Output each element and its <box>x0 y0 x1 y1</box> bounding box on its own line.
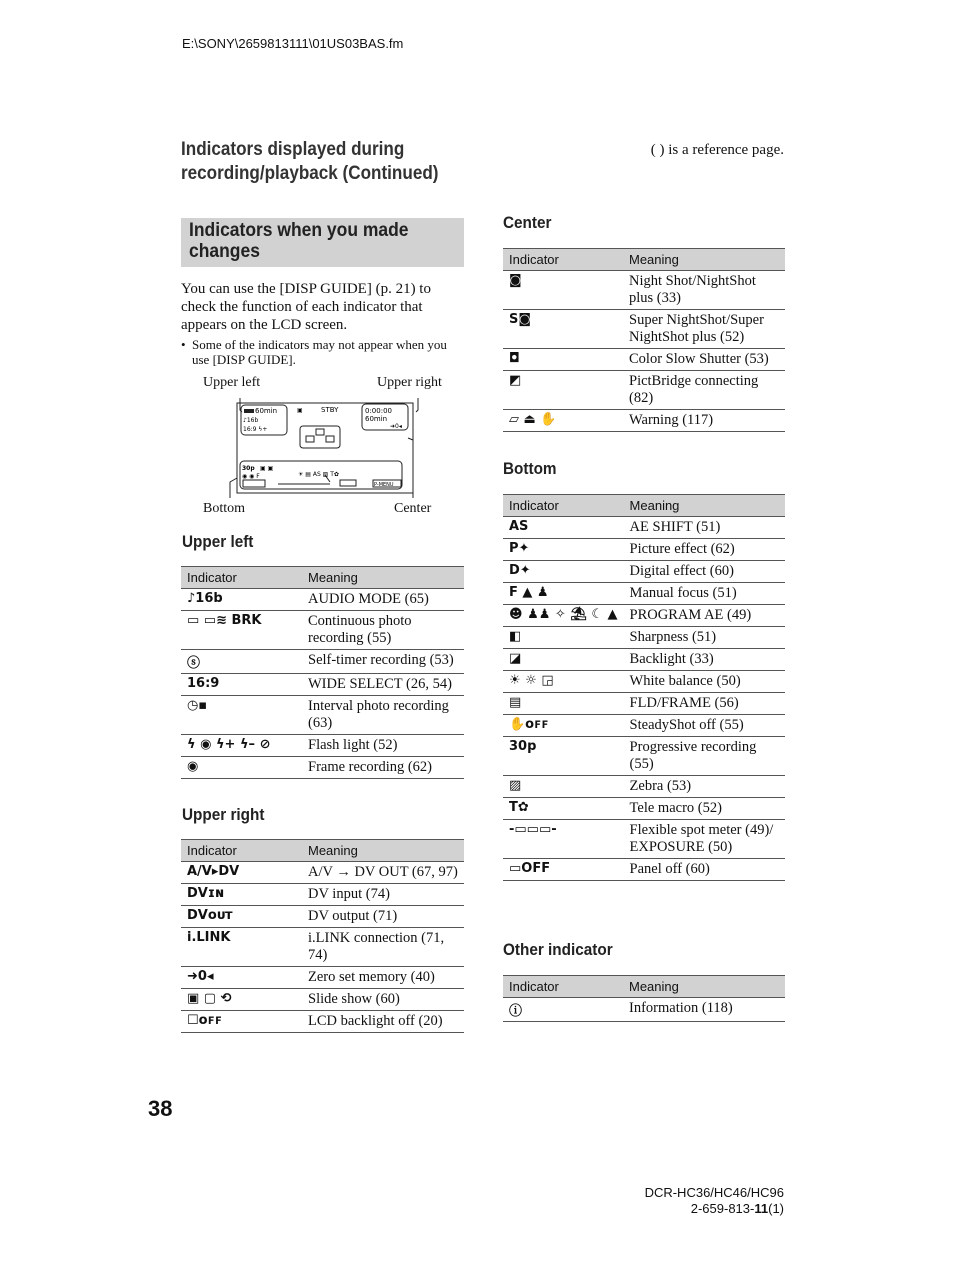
indicator-meaning: Interval photo recording (63) <box>302 696 464 735</box>
indicator-icon: ▭OFF <box>503 859 624 881</box>
table-row <box>181 1011 464 1033</box>
table-row <box>503 349 785 371</box>
indicator-meaning: SteadyShot off (55) <box>624 715 785 737</box>
indicator-icon: DVᴏᴜᴛ <box>181 906 302 928</box>
center-heading: Center <box>503 213 552 232</box>
indicator-meaning: Backlight (33) <box>624 649 785 671</box>
indicator-meaning: Continuous photo recording (55) <box>302 611 464 650</box>
footer-code-bold: 11 <box>754 1201 769 1216</box>
indicator-icon: ✋ᴏꜰꜰ <box>503 715 624 737</box>
diagram-label-center: Center <box>394 501 432 516</box>
indicator-icon: ◉ <box>181 757 302 779</box>
section-title: Indicators when you made changes <box>189 220 409 262</box>
indicator-icon: 30p <box>503 737 624 776</box>
table-header <box>503 976 785 998</box>
indicator-icon: ➜0◂ <box>181 967 302 989</box>
table-row <box>181 967 464 989</box>
indicator-meaning: DV output (71) <box>302 906 464 928</box>
upper-left-heading: Upper left <box>182 532 254 551</box>
indicator-icon: AS <box>503 517 624 539</box>
table-row <box>503 310 785 349</box>
indicator-meaning: Picture effect (62) <box>624 539 785 561</box>
table-row <box>181 906 464 928</box>
indicator-icon: ☀ ☼ ◲ <box>503 671 624 693</box>
indicator-meaning: A/V → DV OUT (67, 97) <box>302 862 464 884</box>
table-row <box>503 410 785 432</box>
indicator-icon: ⓢ <box>181 650 302 674</box>
table-header <box>181 567 464 589</box>
column-header: Indicator <box>181 567 302 589</box>
table-row <box>181 862 464 884</box>
indicator-meaning: Self-timer recording (53) <box>302 650 464 674</box>
indicator-icon: ◙ <box>503 271 623 310</box>
indicator-meaning: Sharpness (51) <box>624 627 785 649</box>
column-header: Meaning <box>623 976 785 998</box>
table-row <box>181 696 464 735</box>
table-row <box>181 674 464 696</box>
table-row <box>503 715 785 737</box>
column-header: Indicator <box>503 249 623 271</box>
column-header: Indicator <box>181 840 302 862</box>
indicator-icon: ▭ ▭≋ BRK <box>181 611 302 650</box>
indicator-meaning: Digital effect (60) <box>624 561 785 583</box>
bullet-dot: • <box>181 337 186 352</box>
indicator-meaning: LCD backlight off (20) <box>302 1011 464 1033</box>
indicator-icon: -▭▭▭- <box>503 820 624 859</box>
file-path: E:\SONY\2659813111\01US03BAS.fm <box>182 36 404 51</box>
diagram-label-upper-right: Upper right <box>377 375 442 390</box>
indicator-meaning: WIDE SELECT (26, 54) <box>302 674 464 696</box>
indicator-meaning: Flash light (52) <box>302 735 464 757</box>
indicator-icon: ◪ <box>503 649 624 671</box>
indicator-icon: 16:9 <box>181 674 302 696</box>
indicator-meaning: Night Shot/NightShot plus (33) <box>623 271 785 310</box>
indicator-icon: ▤ <box>503 693 624 715</box>
indicator-icon: ◷▪ <box>181 696 302 735</box>
indicator-meaning: Warning (117) <box>623 410 785 432</box>
table-row <box>503 776 785 798</box>
svg-text:♪16b: ♪16b <box>243 417 259 424</box>
table-row <box>181 928 464 967</box>
screen-time-left: 60min <box>255 407 278 415</box>
svg-text:16:9 ϟ+: 16:9 ϟ+ <box>243 426 268 433</box>
indicator-icon: T✿ <box>503 798 624 820</box>
column-header: Indicator <box>503 976 623 998</box>
indicator-meaning: i.LINK connection (71, 74) <box>302 928 464 967</box>
table-header <box>503 495 785 517</box>
table-row <box>503 859 785 881</box>
upper-right-table <box>181 839 464 1033</box>
table-row <box>503 271 785 310</box>
table-row <box>181 650 464 674</box>
indicator-meaning: FLD/FRAME (56) <box>624 693 785 715</box>
indicator-icon: DVɪɴ <box>181 884 302 906</box>
table-row <box>503 517 785 539</box>
table-row <box>503 693 785 715</box>
other-table <box>503 975 785 1022</box>
indicator-meaning: AE SHIFT (51) <box>624 517 785 539</box>
screen-menu: P-MENU <box>374 482 394 488</box>
screen-counter: 0:00:00 <box>365 407 392 415</box>
table-row <box>181 735 464 757</box>
indicator-icon: ▣ ▢ ⟲ <box>181 989 302 1011</box>
bottom-heading: Bottom <box>503 459 557 478</box>
indicator-icon: F ▲ ♟ <box>503 583 624 605</box>
table-row <box>503 737 785 776</box>
indicator-meaning: Tele macro (52) <box>624 798 785 820</box>
bottom-table <box>503 494 785 881</box>
indicator-meaning: Manual focus (51) <box>624 583 785 605</box>
indicator-meaning: Zebra (53) <box>624 776 785 798</box>
indicator-meaning: PictBridge connecting (82) <box>623 371 785 410</box>
page-number: 38 <box>148 1096 173 1121</box>
indicator-icon: ◘ <box>503 349 623 371</box>
indicator-icon: ◩ <box>503 371 623 410</box>
table-row <box>503 561 785 583</box>
upper-right-heading: Upper right <box>182 805 265 824</box>
indicator-icon: ▱ ⏏ ✋ <box>503 410 623 432</box>
indicator-meaning: White balance (50) <box>624 671 785 693</box>
diagram-label-upper-left: Upper left <box>203 375 261 390</box>
table-row <box>181 884 464 906</box>
svg-text:▣: ▣ <box>297 407 303 414</box>
upper-left-table <box>181 566 464 779</box>
table-row <box>181 611 464 650</box>
indicator-meaning: Color Slow Shutter (53) <box>623 349 785 371</box>
section-title-box <box>181 218 464 267</box>
indicator-meaning: AUDIO MODE (65) <box>302 589 464 611</box>
indicator-icon: A/V▸DV <box>181 862 302 884</box>
column-header: Meaning <box>623 249 785 271</box>
table-row <box>503 583 785 605</box>
footer-code <box>600 1201 784 1217</box>
table-header <box>181 840 464 862</box>
indicator-icon: D✦ <box>503 561 624 583</box>
table-row <box>503 371 785 410</box>
column-header: Meaning <box>302 567 464 589</box>
table-row <box>503 605 785 627</box>
screen-30p: 30p <box>242 465 255 472</box>
svg-text:➜0◂: ➜0◂ <box>390 423 402 430</box>
indicator-icon: ▨ <box>503 776 624 798</box>
indicator-meaning: Super NightShot/Super NightShot plus (52) <box>623 310 785 349</box>
reference-note: ( ) is a reference page. <box>650 142 784 158</box>
indicator-icon: ☐ᴏꜰꜰ <box>181 1011 302 1033</box>
table-row <box>503 820 785 859</box>
indicator-meaning: Zero set memory (40) <box>302 967 464 989</box>
indicator-icon: ◧ <box>503 627 624 649</box>
svg-text:◉ ◉ F: ◉ ◉ F <box>242 473 260 480</box>
indicator-icon: ♪16b <box>181 589 302 611</box>
table-row <box>503 627 785 649</box>
indicator-meaning: Flexible spot meter (49)/ EXPOSURE (50) <box>624 820 785 859</box>
indicator-meaning: Slide show (60) <box>302 989 464 1011</box>
indicator-icon: S◙ <box>503 310 623 349</box>
table-row <box>503 998 785 1022</box>
table-row <box>503 649 785 671</box>
table-row <box>503 798 785 820</box>
footer-model-name: DCR-HC36/HC46/HC96 <box>644 1185 784 1200</box>
footer-code-suffix: (1) <box>768 1201 784 1216</box>
indicator-icon: ☻ ♟♟ ✧ ⛱ ☾ ▲ <box>503 605 624 627</box>
screen-time-right: 60min <box>365 415 388 423</box>
footer-model <box>600 1185 784 1217</box>
indicator-meaning: Progressive recording (55) <box>624 737 785 776</box>
diagram-label-bottom: Bottom <box>203 501 246 516</box>
indicator-icon: ⓘ <box>503 998 623 1022</box>
indicator-icon: P✦ <box>503 539 624 561</box>
bullet-note <box>181 337 465 367</box>
column-header: Indicator <box>503 495 624 517</box>
intro-text: You can use the [DISP GUIDE] (p. 21) to check the function of each indicator that appears on the LCD screen. <box>181 281 431 333</box>
indicator-meaning: PROGRAM AE (49) <box>624 605 785 627</box>
svg-text:▣ ▣: ▣ ▣ <box>260 465 274 472</box>
footer-code-prefix: 2-659-813- <box>690 1201 755 1216</box>
column-header: Meaning <box>624 495 785 517</box>
table-row <box>503 539 785 561</box>
indicator-meaning: Frame recording (62) <box>302 757 464 779</box>
table-row <box>503 671 785 693</box>
indicator-icon: i.LINK <box>181 928 302 967</box>
indicator-meaning: Information (118) <box>623 998 785 1022</box>
indicator-icon: ϟ ◉ ϟ+ ϟ– ⊘ <box>181 735 302 757</box>
table-header <box>503 249 785 271</box>
screen-stby: STBY <box>321 406 339 414</box>
table-row <box>181 757 464 779</box>
page-title: Indicators displayed during recording/playback (Continued) <box>181 139 439 184</box>
table-row <box>181 989 464 1011</box>
indicator-meaning: Panel off (60) <box>624 859 785 881</box>
column-header: Meaning <box>302 840 464 862</box>
svg-text:☀ ▤ AS ▨ T✿: ☀ ▤ AS ▨ T✿ <box>298 471 339 478</box>
other-heading: Other indicator <box>503 940 613 959</box>
indicator-meaning: DV input (74) <box>302 884 464 906</box>
bullet-note-text: Some of the indicators may not appear when you use [DISP GUIDE]. <box>192 337 447 367</box>
center-table <box>503 248 785 432</box>
lcd-screen-diagram <box>180 390 470 505</box>
table-row <box>181 589 464 611</box>
